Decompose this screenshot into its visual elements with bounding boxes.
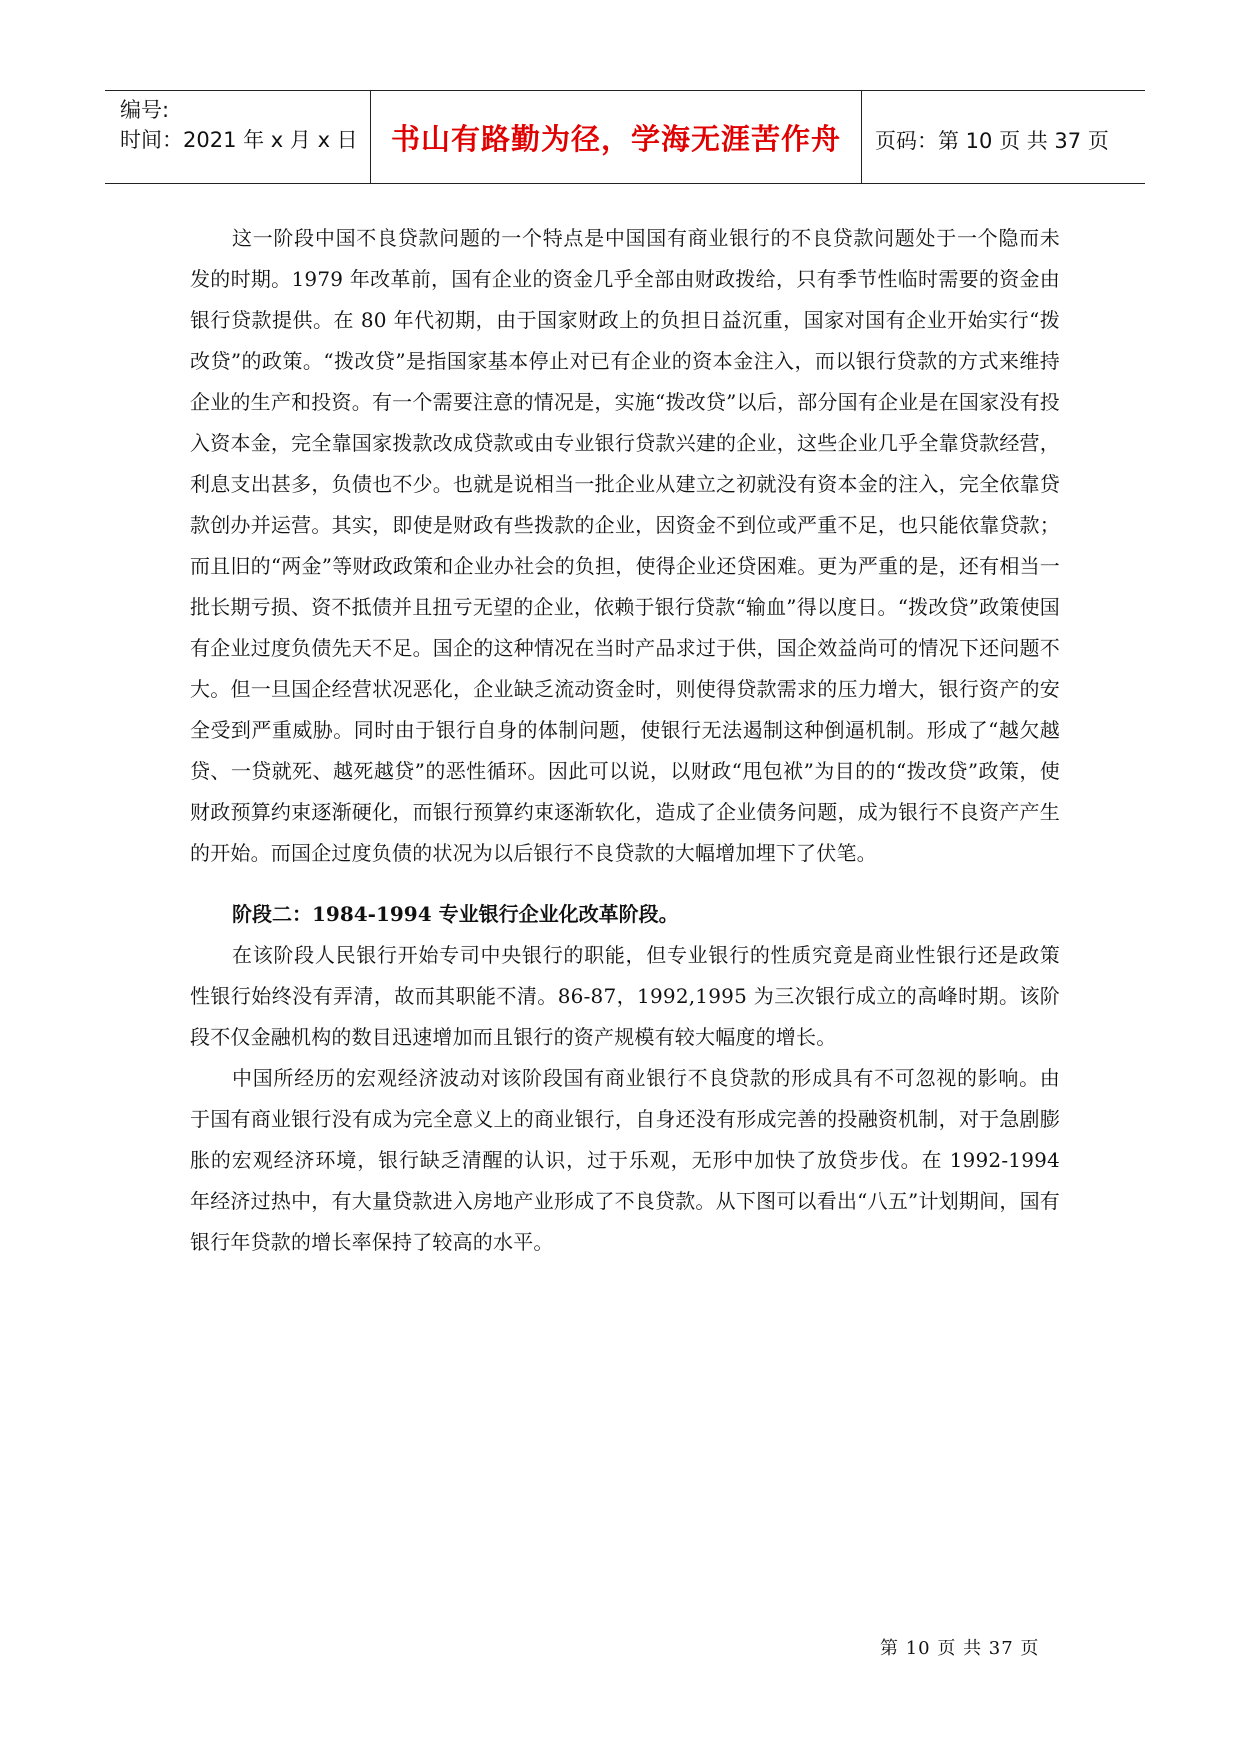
header-left-cell [120, 95, 365, 155]
document-time-label: 时间：2021 年 x 月 x 日 [120, 128, 358, 152]
header-motto: 书山有路勤为径，学海无涯苦作舟 [390, 122, 841, 156]
page-header [105, 90, 1145, 184]
header-divider-right [861, 91, 862, 183]
header-page-code: 页码：第 10 页 共 37 页 [875, 129, 1109, 153]
body-paragraph-2: 在该阶段人民银行开始专司中央银行的职能，但专业银行的性质究竟是商业性银行还是政策性银行始终没有弄清，故而其职能不清。86-87，1992,1995 为三次银行成立的高峰时期。该阶段不仅金融机构的数目迅速增加而且银行的资产规模有较大幅度的增长。 [190, 943, 1060, 1049]
document-body [190, 218, 1060, 1263]
page-footer-number: 第 10 页 共 37 页 [880, 1638, 1040, 1659]
document-number-label: 编号: [120, 98, 170, 122]
body-paragraph-3: 中国所经历的宏观经济波动对该阶段国有商业银行不良贷款的形成具有不可忽视的影响。由于国有商业银行没有成为完全意义上的商业银行，自身还没有形成完善的投融资机制，对于急剧膨胀的宏观经济环境，银行缺乏清醒的认识，过于乐观，无形中加快了放贷步伐。在 1992-1994 年经济过热中，有大量贷款进入房地产业形成了不良贷款。从下图可以看出“八五”计划期间，国有银行年贷款的增长率保持了较高的水平。 [190, 1066, 1060, 1254]
body-paragraph-1: 这一阶段中国不良贷款问题的一个特点是中国国有商业银行的不良贷款问题处于一个隐而未发的时期。1979 年改革前，国有企业的资金几乎全部由财政拨给，只有季节性临时需要的资金由银行贷款提供。在 80 年代初期，由于国家财政上的负担日益沉重，国家对国有企业开始实行“拨改贷”的政策。“拨改贷”是指国家基本停止对已有企业的资本金注入，而以银行贷款的方式来维持企业的生产和投资。有一个需要注意的情况是，实施“拨改贷”以后，部分国有企业是在国家没有投入资本金，完全靠国家拨款改成贷款或由专业银行贷款兴建的企业，这些企业几乎全靠贷款经营，利息支出甚多，负债也不少。也就是说相当一批企业从建立之初就没有资本金的注入，完全依靠贷款创办并运营。其实，即使是财政有些拨款的企业，因资金不到位或严重不足，也只能依靠贷款；而且旧的“两金”等财政政策和企业办社会的负担，使得企业还贷困难。更为严重的是，还有相当一批长期亏损、资不抵债并且扭亏无望的企业，依赖于银行贷款“输血”得以度日。“拨改贷”政策使国有企业过度负债先天不足。国企的这种情况在当时产品求过于供，国企效益尚可的情况下还问题不大。但一旦国企经营状况恶化，企业缺乏流动资金时，则使得贷款需求的压力增大，银行资产的安全受到严重威胁。同时由于银行自身的体制问题，使银行无法遏制这种倒逼机制。形成了“越欠越贷、一贷就死、越死越贷”的恶性循环。因此可以说，以财政“甩包袱”为目的的“拨改贷”政策，使财政预算约束逐渐硬化，而银行预算约束逐渐软化，造成了企业债务问题，成为银行不良资产产生的开始。而国企过度负债的状况为以后银行不良贷款的大幅增加埋下了伏笔。 [190, 226, 1060, 865]
section-heading-stage-two: 阶段二：1984-1994 专业银行企业化改革阶段。 [232, 902, 679, 926]
